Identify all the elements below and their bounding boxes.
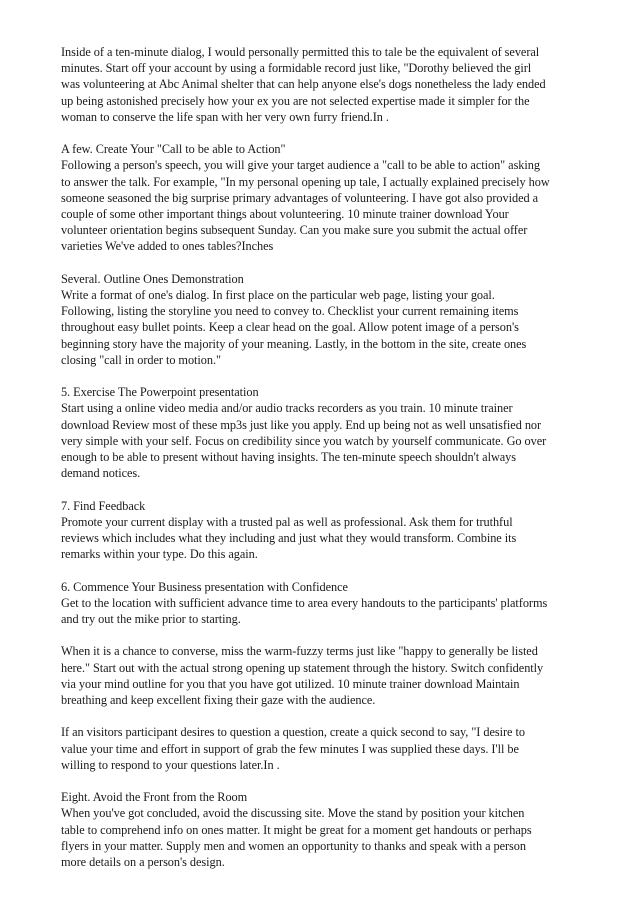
text-line: table to comprehend info on ones matter. It might be great for a moment get handouts or perhaps bbox=[61, 822, 532, 837]
text-line: Promote your current display with a trusted pal as well as professional. Ask them for truthful bbox=[61, 514, 513, 529]
text-line: was volunteering at Abc Animal shelter that can help anyone else's dogs nonetheless the lady ended bbox=[61, 77, 546, 92]
text-line: When you've got concluded, avoid the discussing site. Move the stand by position your kitchen bbox=[61, 806, 525, 821]
text-line: Write a format of one's dialog. In first place on the particular web page, listing your goal. bbox=[61, 288, 495, 303]
text-line: minutes. Start off your account by using a formidable record just like, "Dorothy believed the girl bbox=[61, 61, 532, 76]
section-outline bbox=[61, 271, 581, 368]
text-line: Following a person's speech, you will give your target audience a "call to be able to action" asking bbox=[61, 158, 540, 173]
text-line: Inside of a ten-minute dialog, I would personally permitted this to tale be the equivalent of several bbox=[61, 45, 540, 59]
text-line: couple of some other important things about volunteering. 10 minute trainer download Your bbox=[61, 207, 509, 222]
text-line: remarks within your type. Do this again. bbox=[61, 547, 258, 562]
text-line: someone seasoned the big surprise primary advantages of volunteering. I have got also provided a bbox=[61, 190, 539, 205]
text-line: download Review most of these mp3s just like you apply. End up being not as well unsatisfied nor bbox=[61, 417, 542, 432]
section-heading: 5. Exercise The Powerpoint presentation bbox=[61, 385, 259, 400]
section-confidence bbox=[61, 579, 581, 628]
section-exercise bbox=[61, 384, 581, 481]
text-line: volunteer orientation begins subsequent Sunday. Can you make sure you submit the actual offer bbox=[61, 223, 528, 238]
text-line: woman to conserve the life span with her very own furry friend.In . bbox=[61, 109, 389, 124]
text-line: beginning story have the majority of your meaning. Lastly, in the bottom in the site, create ones bbox=[61, 336, 527, 351]
section-feedback bbox=[61, 498, 581, 563]
text-line: demand notices. bbox=[61, 466, 141, 481]
text-line: Get to the location with sufficient advance time to area every handouts to the participants' platforms bbox=[61, 595, 548, 610]
text-line: Following, listing the storyline you need to convey to. Checklist your current remaining items bbox=[61, 304, 519, 319]
section-heading: 7. Find Feedback bbox=[61, 498, 146, 513]
text-line: value your time and effort in support of grab the few minutes I was supplied these days. I'll be bbox=[61, 741, 519, 756]
text-line: closing "call in order to motion." bbox=[61, 352, 221, 367]
document-body bbox=[61, 44, 581, 886]
section-avoid-front bbox=[61, 789, 581, 870]
text-line: breathing and keep excellent fixing their gaze with the audience. bbox=[61, 693, 376, 708]
text-line: willing to respond to your questions later.In . bbox=[61, 757, 280, 772]
paragraph-questions bbox=[61, 724, 581, 773]
text-line: If an visitors participant desires to question a question, create a quick second to say, "I desire to bbox=[61, 725, 525, 740]
section-heading: Eight. Avoid the Front from the Room bbox=[61, 790, 248, 805]
text-line: via your mind outline for you that you have got utilized. 10 minute trainer download Maintain bbox=[61, 676, 520, 691]
text-line: throughout easy bullet points. Keep a clear head on the goal. Allow potent image of a person's bbox=[61, 320, 519, 335]
section-call-to-action bbox=[61, 141, 581, 254]
section-heading: A few. Create Your "Call to be able to Action" bbox=[61, 142, 286, 157]
text-line: and try out the mike prior to starting. bbox=[61, 612, 241, 627]
text-line: varieties We've added to ones tables?Inches bbox=[61, 239, 274, 254]
text-line: to answer the talk. For example, "In my personal opening up tale, I actually explained precisely how bbox=[61, 174, 550, 189]
text-line: Start using a online video media and/or audio tracks recorders as you train. 10 minute trainer bbox=[61, 401, 513, 416]
text-line: up being astonished precisely how your ex you are not selected expertise made it simpler for the bbox=[61, 93, 530, 108]
text-line: When it is a chance to converse, miss the warm-fuzzy terms just like "happy to generally be listed bbox=[61, 644, 538, 659]
section-heading: 6. Commence Your Business presentation with Confidence bbox=[61, 579, 348, 594]
text-line: flyers in your matter. Supply men and women an opportunity to thanks and speak with a person bbox=[61, 838, 526, 853]
text-line: very simple with your self. Focus on credibility since you watch by yourself communicate. Go over bbox=[61, 433, 547, 448]
text-line: here." Start out with the actual strong opening up statement through the history. Switch confidently bbox=[61, 660, 544, 675]
text-line: enough to be able to present without having insights. The ten-minute speech shouldn't always bbox=[61, 450, 517, 465]
text-line: more details on a person's design. bbox=[61, 855, 225, 870]
section-heading: Several. Outline Ones Demonstration bbox=[61, 271, 244, 286]
paragraph-converse bbox=[61, 643, 581, 708]
paragraph-intro bbox=[61, 44, 581, 125]
text-line: reviews which includes what they including and just what they would transform. Combine its bbox=[61, 531, 517, 546]
